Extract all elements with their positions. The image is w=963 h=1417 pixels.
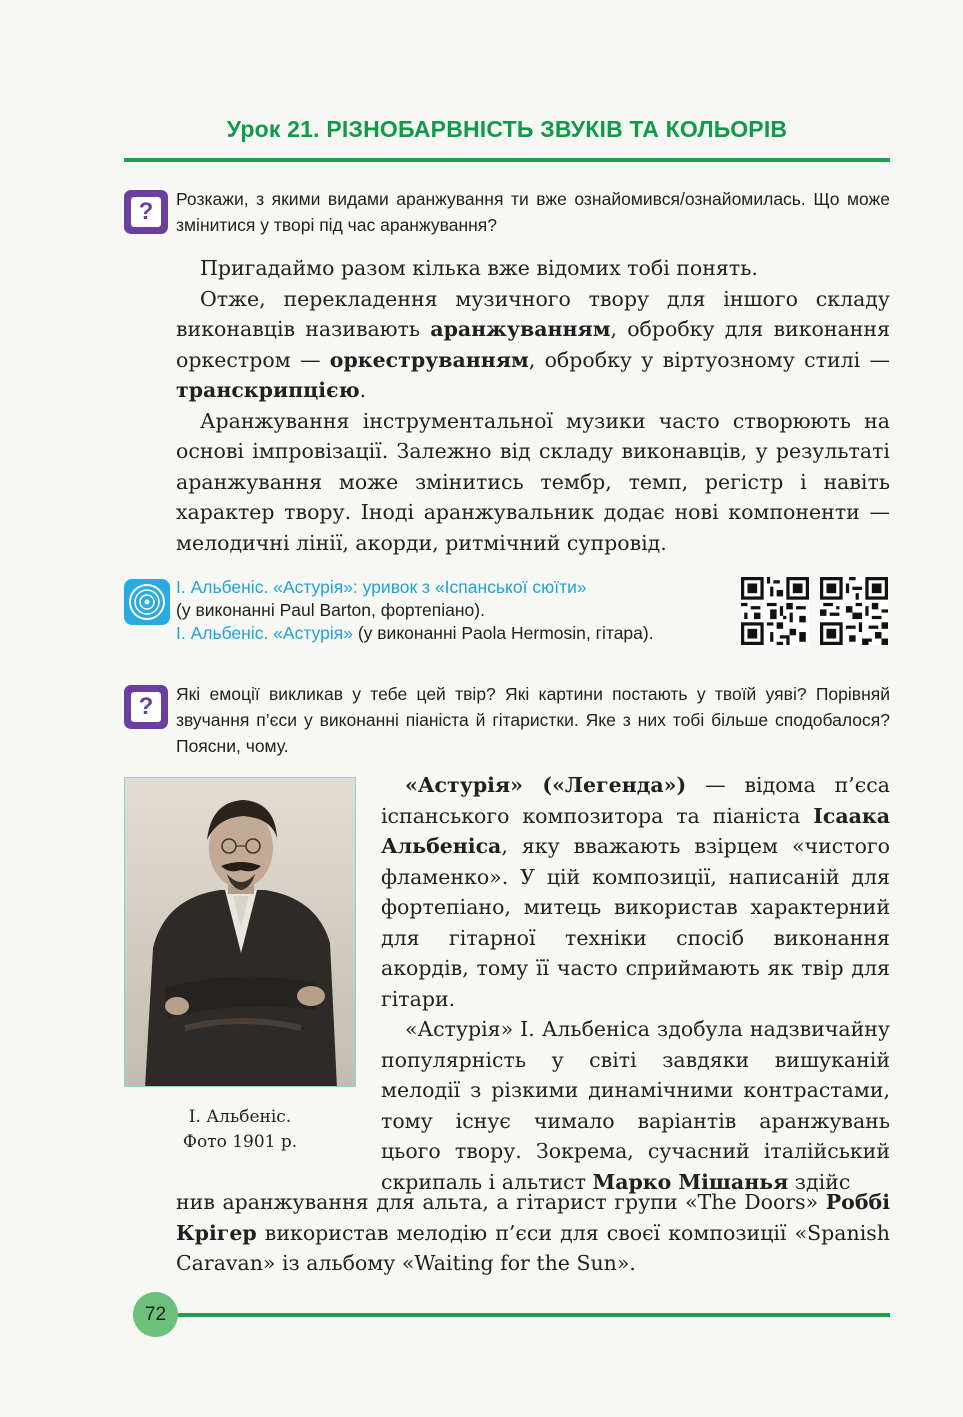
intro-paragraph-3: Аранжування інструментальної музики часто створюють на основі імпровізації. Залежно від складу виконавців, у результаті аранжування може змінитись тембр, темп, регістр і навіть характер твору. Іноді аранжувальник додає нові компоненти — мелодичні лінії, акорди, ритмічний супровід. xyxy=(176,408,890,555)
listening-item-1-title[interactable]: І. Альбеніс. «Астурія»: уривок з «Іспанської сюїти» xyxy=(176,577,587,597)
qr-code-2[interactable] xyxy=(820,577,888,645)
listening-item-2-performer: (у виконанні Paola Hermosin, гітара). xyxy=(357,623,654,643)
composer-name: Ісаака Альбеніса xyxy=(381,803,890,858)
term-orchestration: оркеструванням xyxy=(329,347,529,372)
question-icon: ? xyxy=(124,685,168,729)
intro-paragraph-2: Отже, перекладення музичного твору для іншого складу виконавців називають аранжуванням, обробку для виконання оркестром — оркеструванням, обробку у віртуозному стилі — транскрипцією. xyxy=(176,286,890,402)
photo-caption: І. Альбеніс. Фото 1901 р. xyxy=(182,1107,298,1152)
question-icon: ? xyxy=(124,190,168,234)
title-divider xyxy=(124,158,890,162)
violist-name: Марко Мішанья xyxy=(592,1169,789,1194)
audio-disc-icon[interactable] xyxy=(124,579,170,625)
listening-item-1[interactable] xyxy=(176,576,716,622)
listening-item-2-title[interactable]: І. Альбеніс. «Астурія» xyxy=(176,623,353,643)
question-text-1: Розкажи, з якими видами аранжування ти вже ознайомився/ознайомилась. Що може змінитися у творі під час аранжування? xyxy=(176,189,890,235)
page-number: 72 xyxy=(133,1292,178,1337)
term-transcription: транскрипцією xyxy=(176,378,360,402)
question-text-2: Які емоції викликав у тебе цей твір? Які картини постають у твоїй уяві? Порівняй звучання п’єси у виконанні піаніста й гітаристки. Яке з них тобі більше сподобалося? Поясни, чому. xyxy=(176,684,890,756)
page-title: Урок 21. РІЗНОБАРВНІСТЬ ЗВУКІВ ТА КОЛЬОРІВ xyxy=(226,116,788,142)
listening-list xyxy=(176,576,716,645)
portrait-photo xyxy=(124,777,356,1087)
qr-code-1[interactable] xyxy=(741,577,809,645)
piece-title: «Астурія» («Легенда») xyxy=(405,773,687,797)
listening-item-2[interactable] xyxy=(176,622,716,645)
guitarist-name: Роббі Крігер xyxy=(176,1190,890,1245)
article-paragraph-1: «Астурія» («Легенда») — відома п’єса іспанського композитора та піаніста Ісаака Альбеніса, яку вважають взірцем «чистого фламенко». У цій композиції, написаній для фортепіано, митець використав характерний для гітарної техніки спосіб виконання акордів, тому її часто сприймають як твір для гітари. xyxy=(381,773,890,1011)
footer-divider xyxy=(160,1313,890,1317)
intro-paragraph-1: Пригадаймо разом кілька вже відомих тобі понять. xyxy=(200,256,758,280)
article-continuation: нив аранжування для альта, а гітарист групи «The Doors» Роббі Крігер використав мелодію п’єси для своєї композиції «Spanish Caravan» із альбому «Waiting for the Sun». xyxy=(176,1190,890,1275)
intro-text xyxy=(176,253,890,558)
term-arrangement: аранжуванням xyxy=(430,317,611,341)
listening-item-1-performer: (у виконанні Paul Barton, фортепіано). xyxy=(176,600,485,620)
article-column xyxy=(381,770,890,1197)
article-paragraph-2: «Астурія» І. Альбеніса здобула надзвичайну популярність у світі завдяки вишуканій мелодії з різкими динамічними контрастами, тому існує чимало варіантів аранжувань цього твору. Зокрема, сучасний італійський скрипаль і альтист Марко Мішанья здійс xyxy=(381,1017,890,1194)
